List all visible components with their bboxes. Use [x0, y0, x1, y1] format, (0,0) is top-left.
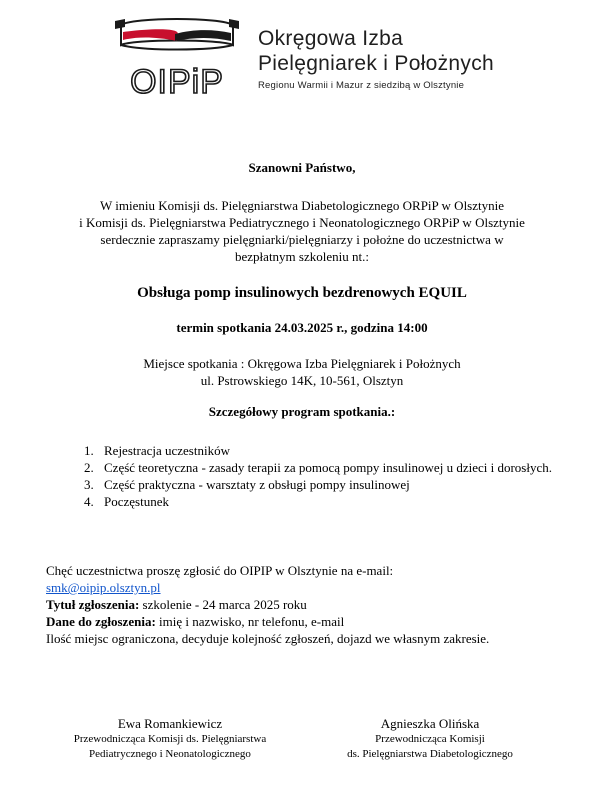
intro-paragraph — [30, 197, 574, 265]
list-item — [84, 442, 554, 459]
intro-line: i Komisji ds. Pielęgniarstwa Pediatrycznego i Neonatologicznego ORPiP w Olsztynie — [79, 215, 525, 230]
registration-info — [46, 562, 586, 647]
org-name-line1: Okręgowa Izba — [258, 27, 404, 50]
meeting-date: termin spotkania 24.03.2025 r., godzina 14:00 — [176, 320, 428, 335]
signatory-name: Ewa Romankiewicz — [117, 716, 223, 731]
logo-text: OIPiP — [130, 63, 224, 101]
org-name-line2: Pielęgniarek i Położnych — [258, 52, 494, 75]
list-number: 1. — [84, 443, 94, 458]
org-name-line3: Regionu Warmii i Mazur z siedzibą w Olsztynie — [258, 80, 465, 91]
signature-right — [305, 716, 555, 762]
place-address: ul. Pstrowskiego 14K, 10-561, Olsztyn — [200, 373, 404, 388]
list-number: 4. — [84, 494, 94, 509]
list-number: 3. — [84, 477, 94, 492]
list-text: Część teoretyczna - zasady terapii za pomocą pompy insulinowej u dzieci i dorosłych. — [104, 460, 552, 475]
data-label: Dane do zgłoszenia: — [46, 614, 156, 629]
subject-value: szkolenie - 24 marca 2025 roku — [139, 597, 307, 612]
list-text: Poczęstunek — [104, 494, 169, 509]
logo-ribbon-icon — [113, 15, 241, 105]
place-line: Miejsce spotkania : Okręgowa Izba Pielęgniarek i Położnych — [143, 356, 461, 371]
intro-line: W imieniu Komisji ds. Pielęgniarstwa Diabetologicznego ORPiP w Olsztynie — [99, 198, 505, 213]
signature-left — [40, 716, 300, 762]
list-number: 2. — [84, 460, 94, 475]
list-item — [84, 493, 554, 510]
intro-line: bezpłatnym szkoleniu nt.: — [235, 249, 369, 264]
signatory-name: Agnieszka Olińska — [380, 716, 480, 731]
email-link[interactable]: smk@oipip.olsztyn.pl — [46, 580, 161, 595]
subject-label: Tytuł zgłoszenia: — [46, 597, 140, 612]
program-list — [84, 442, 554, 510]
data-value: imię i nazwisko, nr telefonu, e-mail — [155, 614, 345, 629]
signatory-role: Pediatrycznego i Neonatologicznego — [89, 748, 251, 760]
data-line — [46, 613, 586, 630]
meeting-place — [0, 355, 604, 389]
registration-line: Chęć uczestnictwa proszę zgłosić do OIPIP w Olsztynie na e-mail: — [46, 563, 394, 578]
registration-note: Ilość miejsc ograniczona, decyduje kolejność zgłoszeń, dojazd we własnym zakresie. — [46, 631, 490, 646]
signatory-role: Przewodnicząca Komisji ds. Pielęgniarstwa — [73, 733, 267, 745]
greeting: Szanowni Państwo, — [248, 160, 356, 175]
signatory-role: ds. Pielęgniarstwa Diabetologicznego — [347, 748, 513, 760]
intro-line: serdecznie zapraszamy pielęgniarki/pielęgniarzy i położne do uczestnictwa w — [100, 232, 504, 247]
list-item — [84, 459, 554, 476]
subject-line — [46, 596, 586, 613]
training-title: Obsługa pomp insulinowych bezdrenowych EQUIL — [137, 285, 467, 301]
list-item — [84, 476, 554, 493]
oipip-logo — [113, 15, 241, 105]
program-heading: Szczegółowy program spotkania.: — [208, 404, 396, 419]
list-text: Rejestracja uczestników — [104, 443, 230, 458]
signatory-role: Przewodnicząca Komisji — [375, 733, 485, 745]
list-text: Część praktyczna - warsztaty z obsługi pompy insulinowej — [104, 477, 410, 492]
